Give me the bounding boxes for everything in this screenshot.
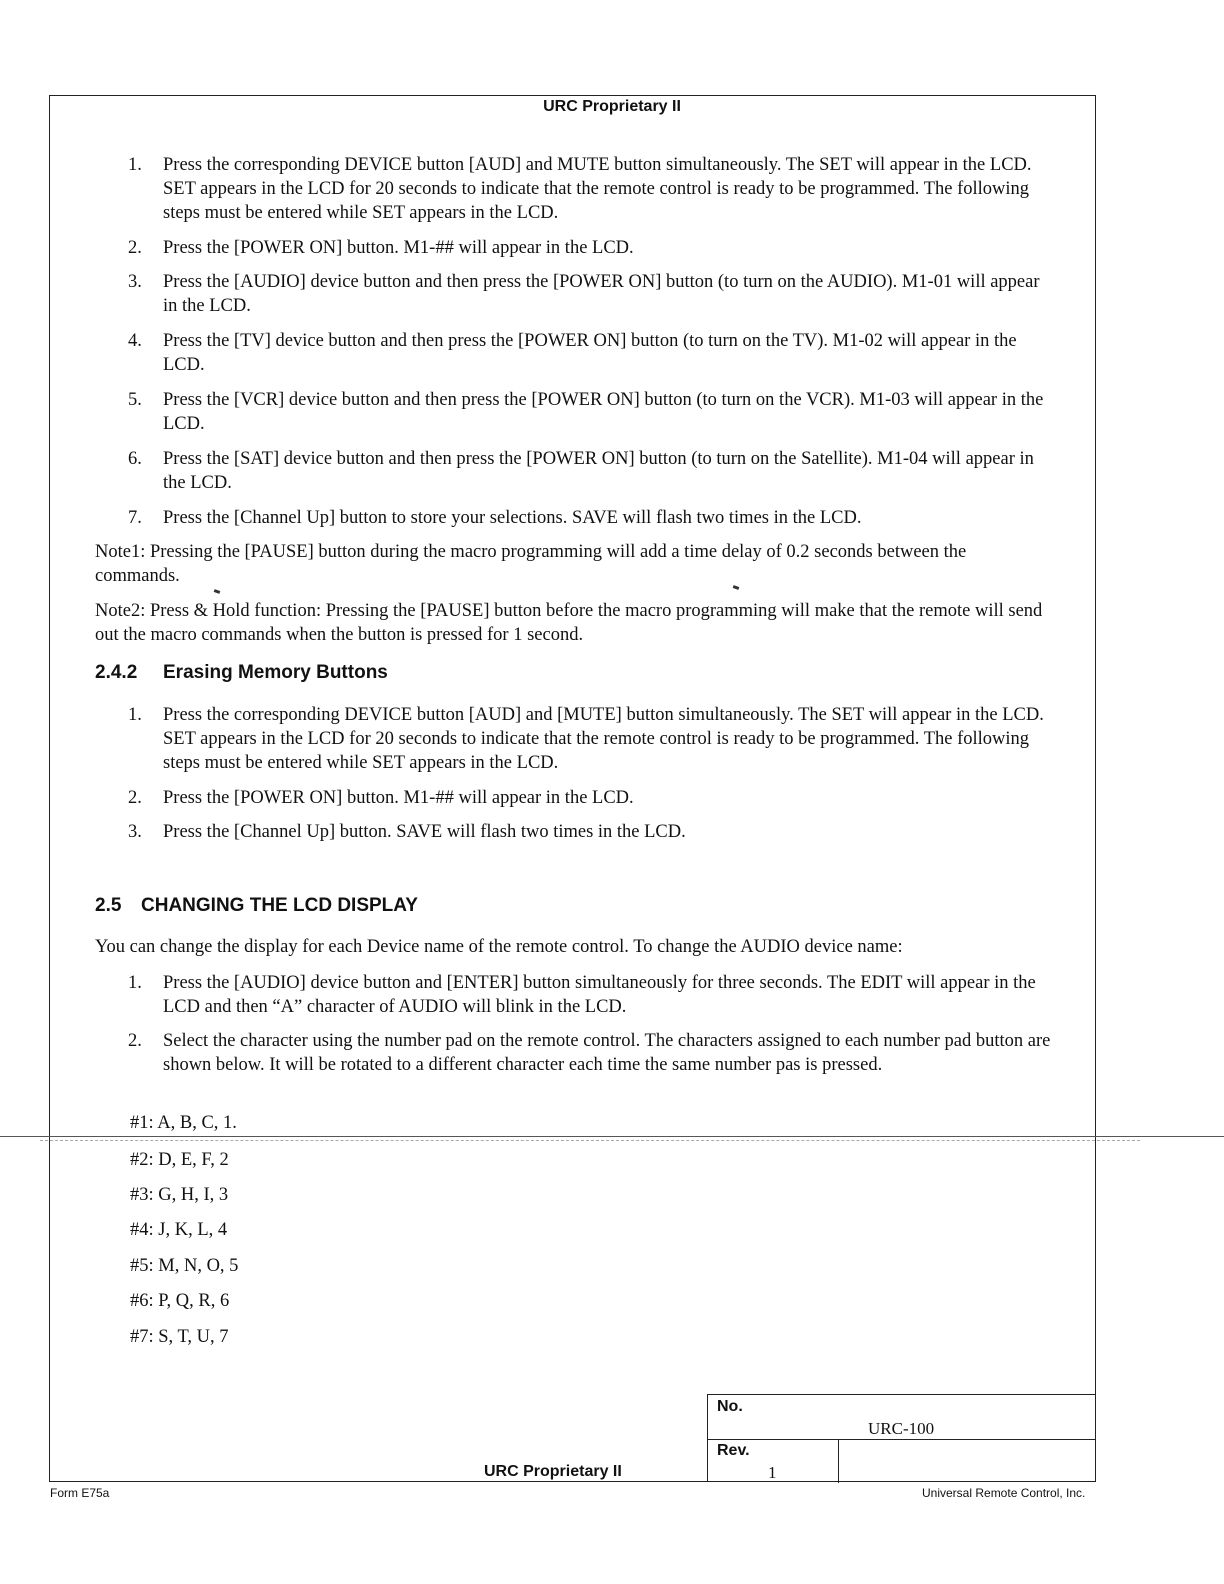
list-text: Press the [VCR] device button and then press the [POWER ON] button (to turn on the VCR). M1-03 will appear in the LCD.: [163, 390, 1044, 434]
list-text: Press the [POWER ON] button. M1-## will appear in the LCD.: [163, 238, 634, 258]
revision-value: 1: [768, 1463, 777, 1482]
info-divider: [838, 1439, 839, 1483]
char-map-line: #7: S, T, U, 7: [130, 1327, 229, 1347]
char-map-line: #6: P, Q, R, 6: [130, 1291, 230, 1311]
list-number: 6.: [128, 449, 142, 469]
list-text: Press the [SAT] device button and then press the [POWER ON] button (to turn on the Satellite). M1-04 will appear in the LCD.: [163, 449, 1034, 493]
list-number: 2.: [128, 238, 142, 258]
list-number: 2.: [128, 788, 142, 808]
footer-company: Universal Remote Control, Inc.: [922, 1486, 1086, 1500]
footer-form-id: Form E75a: [50, 1486, 110, 1500]
section-intro: You can change the display for each Device name of the remote control. To change the AUDIO device name:: [95, 937, 903, 957]
list-text: Press the [TV] device button and then press the [POWER ON] button (to turn on the TV). M1-02 will appear in the LCD.: [163, 331, 1017, 375]
section-title: Erasing Memory Buttons: [163, 662, 388, 683]
list-text: Press the [Channel Up] button. SAVE will flash two times in the LCD.: [163, 822, 686, 842]
scan-divider: [40, 1140, 1140, 1141]
list-number: 2.: [128, 1031, 142, 1051]
list-text: Press the [Channel Up] button to store your selections. SAVE will flash two times in the LCD.: [163, 508, 862, 528]
list-number: 1.: [128, 973, 142, 993]
list-text: Press the corresponding DEVICE button [AUD] and MUTE button simultaneously. The SET will appear in the LCD. SET appears in the LCD for 20 seconds to indicate that the remote control is ready to be programmed. The following steps must be entered while SET appears in the LCD.: [163, 155, 1032, 223]
char-map-line: #2: D, E, F, 2: [130, 1150, 229, 1170]
char-map-line: #3: G, H, I, 3: [130, 1185, 229, 1205]
list-number: 3.: [128, 272, 142, 292]
page-header: URC Proprietary II: [543, 98, 681, 115]
section-title: CHANGING THE LCD DISPLAY: [141, 895, 418, 916]
list-number: 1.: [128, 155, 142, 175]
document-info-box: [707, 1394, 1096, 1482]
list-number: 5.: [128, 390, 142, 410]
footer-proprietary: URC Proprietary II: [484, 1463, 622, 1480]
section-heading-2-5: [95, 895, 418, 917]
section-heading-2-4-2: [95, 662, 388, 684]
list-text: Press the [AUDIO] device button and [ENTER] button simultaneously for three seconds. The EDIT will appear in the LCD and then “A” character of AUDIO will blink in the LCD.: [163, 973, 1036, 1017]
list-number: 7.: [128, 508, 142, 528]
doc-number-value: URC-100: [868, 1419, 935, 1438]
info-divider: [708, 1439, 1095, 1440]
doc-number-label: No.: [717, 1398, 743, 1415]
section-number: 2.5: [95, 895, 122, 916]
list-number: 1.: [128, 705, 142, 725]
list-text: Select the character using the number pad on the remote control. The characters assigned to each number pad button are shown below. It will be rotated to a different character each time the same number pas is pressed.: [163, 1031, 1051, 1075]
char-map-line: #4: J, K, L, 4: [130, 1220, 228, 1240]
revision-label: Rev.: [717, 1442, 750, 1459]
note-1: Note1: Pressing the [PAUSE] button during the macro programming will add a time delay of 0.2 seconds between the commands.: [95, 542, 967, 586]
char-map-line: #1: A, B, C, 1.: [130, 1113, 237, 1133]
scan-divider: [0, 1136, 1224, 1137]
list-text: Press the [AUDIO] device button and then press the [POWER ON] button (to turn on the AUDIO). M1-01 will appear in the LCD.: [163, 272, 1040, 316]
note-2: Note2: Press & Hold function: Pressing the [PAUSE] button before the macro programming will make that the remote will send out the macro commands when the button is pressed for 1 second.: [95, 601, 1043, 645]
char-map-line: #5: M, N, O, 5: [130, 1256, 239, 1276]
list-text: Press the corresponding DEVICE button [AUD] and [MUTE] button simultaneously. The SET will appear in the LCD. SET appears in the LCD for 20 seconds to indicate that the remote control is ready to be programmed. The following steps must be entered while SET appears in the LCD.: [163, 705, 1044, 773]
list-number: 3.: [128, 822, 142, 842]
list-text: Press the [POWER ON] button. M1-## will appear in the LCD.: [163, 788, 634, 808]
section-number: 2.4.2: [95, 662, 138, 683]
list-number: 4.: [128, 331, 142, 351]
